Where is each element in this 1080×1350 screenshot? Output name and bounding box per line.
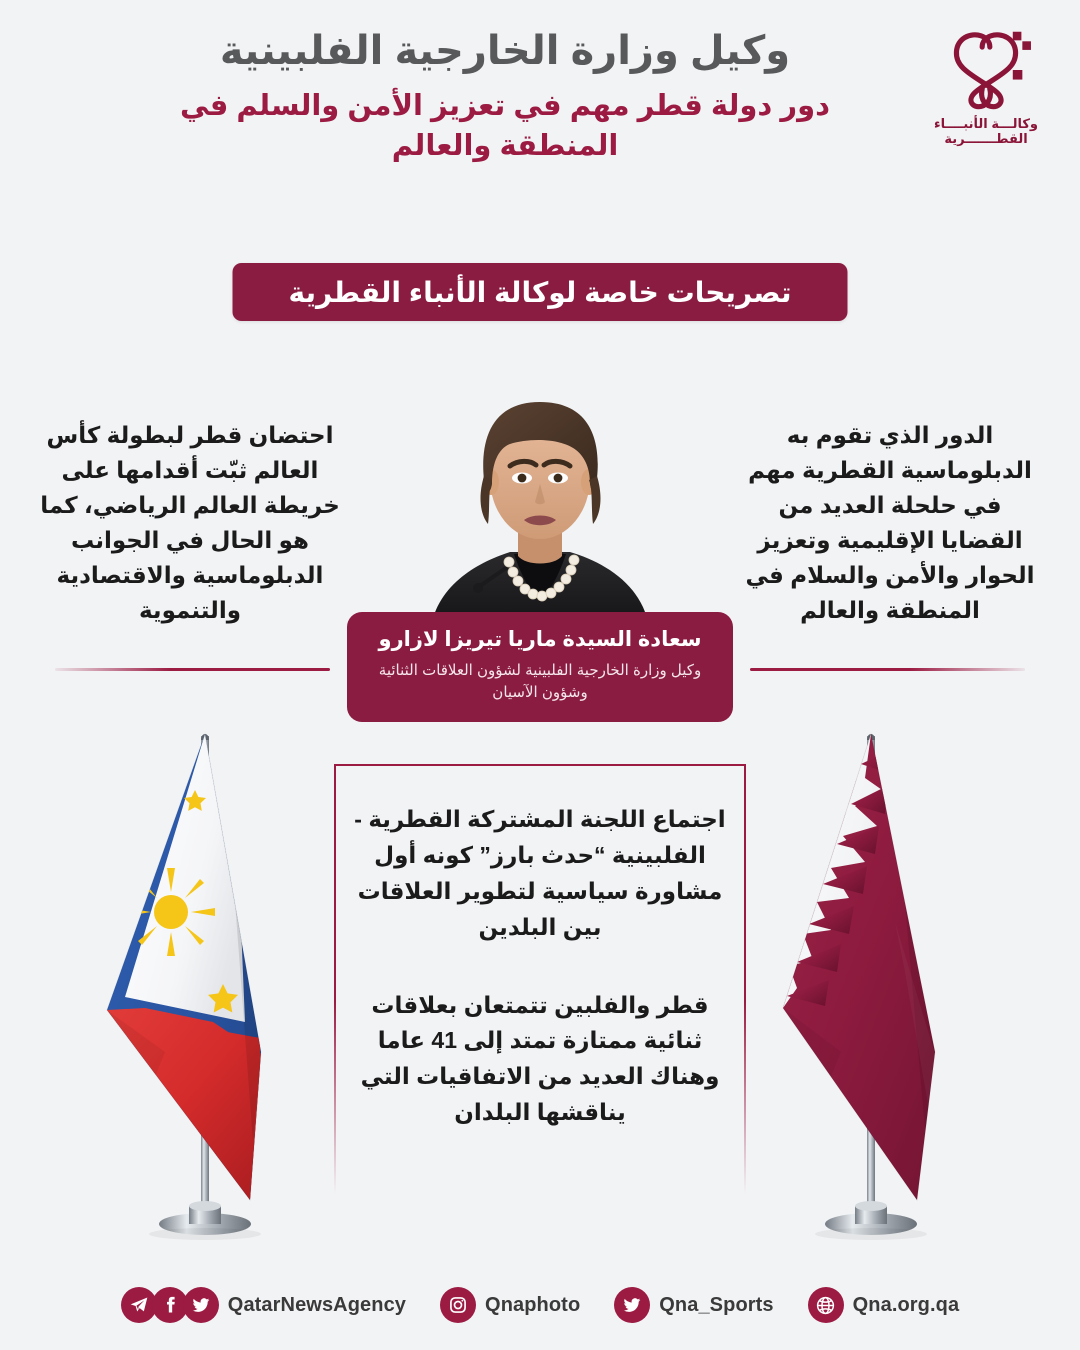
social-icons-main	[121, 1287, 219, 1323]
page-subtitle: دور دولة قطر مهم في تعزيز الأمن والسلم في المنطقة والعالم	[180, 90, 830, 163]
logo-line-2: القطـــــــرية	[944, 130, 1028, 146]
center-paragraph-1: اجتماع اللجنة المشتركة القطرية - الفلبينية “حدث بارز” كونه أول مشاورة سياسية لتطوير العلاقات بين البلدين	[354, 806, 726, 940]
qna-logo-mark	[938, 26, 1034, 114]
instagram-icon[interactable]	[440, 1287, 476, 1323]
social-group-website	[808, 1287, 960, 1323]
social-icons-website	[808, 1287, 844, 1323]
social-label-website: Qna.org.qa	[852, 1293, 960, 1316]
social-icons-instagram	[440, 1287, 476, 1323]
qatar-flag-illustration	[755, 722, 995, 1262]
twitter-icon[interactable]	[183, 1287, 219, 1323]
social-group-main	[121, 1287, 406, 1323]
globe-icon[interactable]	[808, 1287, 844, 1323]
philippines-flag-illustration	[85, 722, 325, 1262]
quote-left: احتضان قطر لبطولة كأس العالم ثبّت أقدامها على خريطة العالم الرياضي، كما هو الحال في الجوانب الدبلوماسية والاقتصادية والتنموية	[40, 422, 340, 623]
portrait-illustration	[414, 372, 666, 634]
social-group-sports	[614, 1287, 773, 1323]
speaker-role: وكيل وزارة الخارجية الفلبينية لشؤون العلاقات الثنائية وشؤون الآسيان	[378, 662, 702, 702]
header	[0, 0, 1080, 240]
quote-right-divider	[750, 668, 1025, 671]
social-label-main: QatarNewsAgency	[227, 1293, 407, 1316]
social-label-sports: Qna_Sports	[659, 1293, 774, 1316]
social-icons-sports	[614, 1287, 650, 1323]
speaker-portrait	[414, 372, 666, 634]
page-title: وكيل وزارة الخارجية الفلبينية	[219, 29, 791, 73]
speaker-name: سعادة السيدة ماريا تيريزا لازارو	[378, 628, 702, 651]
header-titles	[120, 26, 890, 166]
philippines-flag	[85, 722, 325, 1262]
twitter-icon[interactable]	[614, 1287, 650, 1323]
banner-label: تصريحات خاصة لوكالة الأنباء القطرية	[288, 276, 792, 308]
social-group-instagram	[440, 1287, 580, 1323]
social-footer	[0, 1260, 1080, 1350]
quote-left-divider	[55, 668, 330, 671]
center-statements-box	[334, 764, 746, 1194]
quote-right: الدور الذي تقوم به الدبلوماسية القطرية مهم في حلحلة العديد من القضايا الإقليمية وتعزيز الحوار والأمن والسلام في المنطقة والعالم	[745, 422, 1035, 623]
speaker-name-card	[347, 612, 733, 722]
social-label-instagram: Qnaphoto	[485, 1293, 581, 1316]
logo-line-1: وكالـــة الأنبــــاء	[934, 116, 1038, 131]
qna-logo-text	[934, 117, 1038, 146]
qna-logo	[916, 26, 1056, 176]
special-statements-banner	[233, 263, 848, 321]
center-paragraph-2: قطر والفلبين تتمتعان بعلاقات ثنائية ممتازة تمتد إلى 41 عاما وهناك العديد من الاتفاقيات التي يناقشها البلدان	[360, 991, 720, 1126]
qatar-flag	[755, 722, 995, 1262]
